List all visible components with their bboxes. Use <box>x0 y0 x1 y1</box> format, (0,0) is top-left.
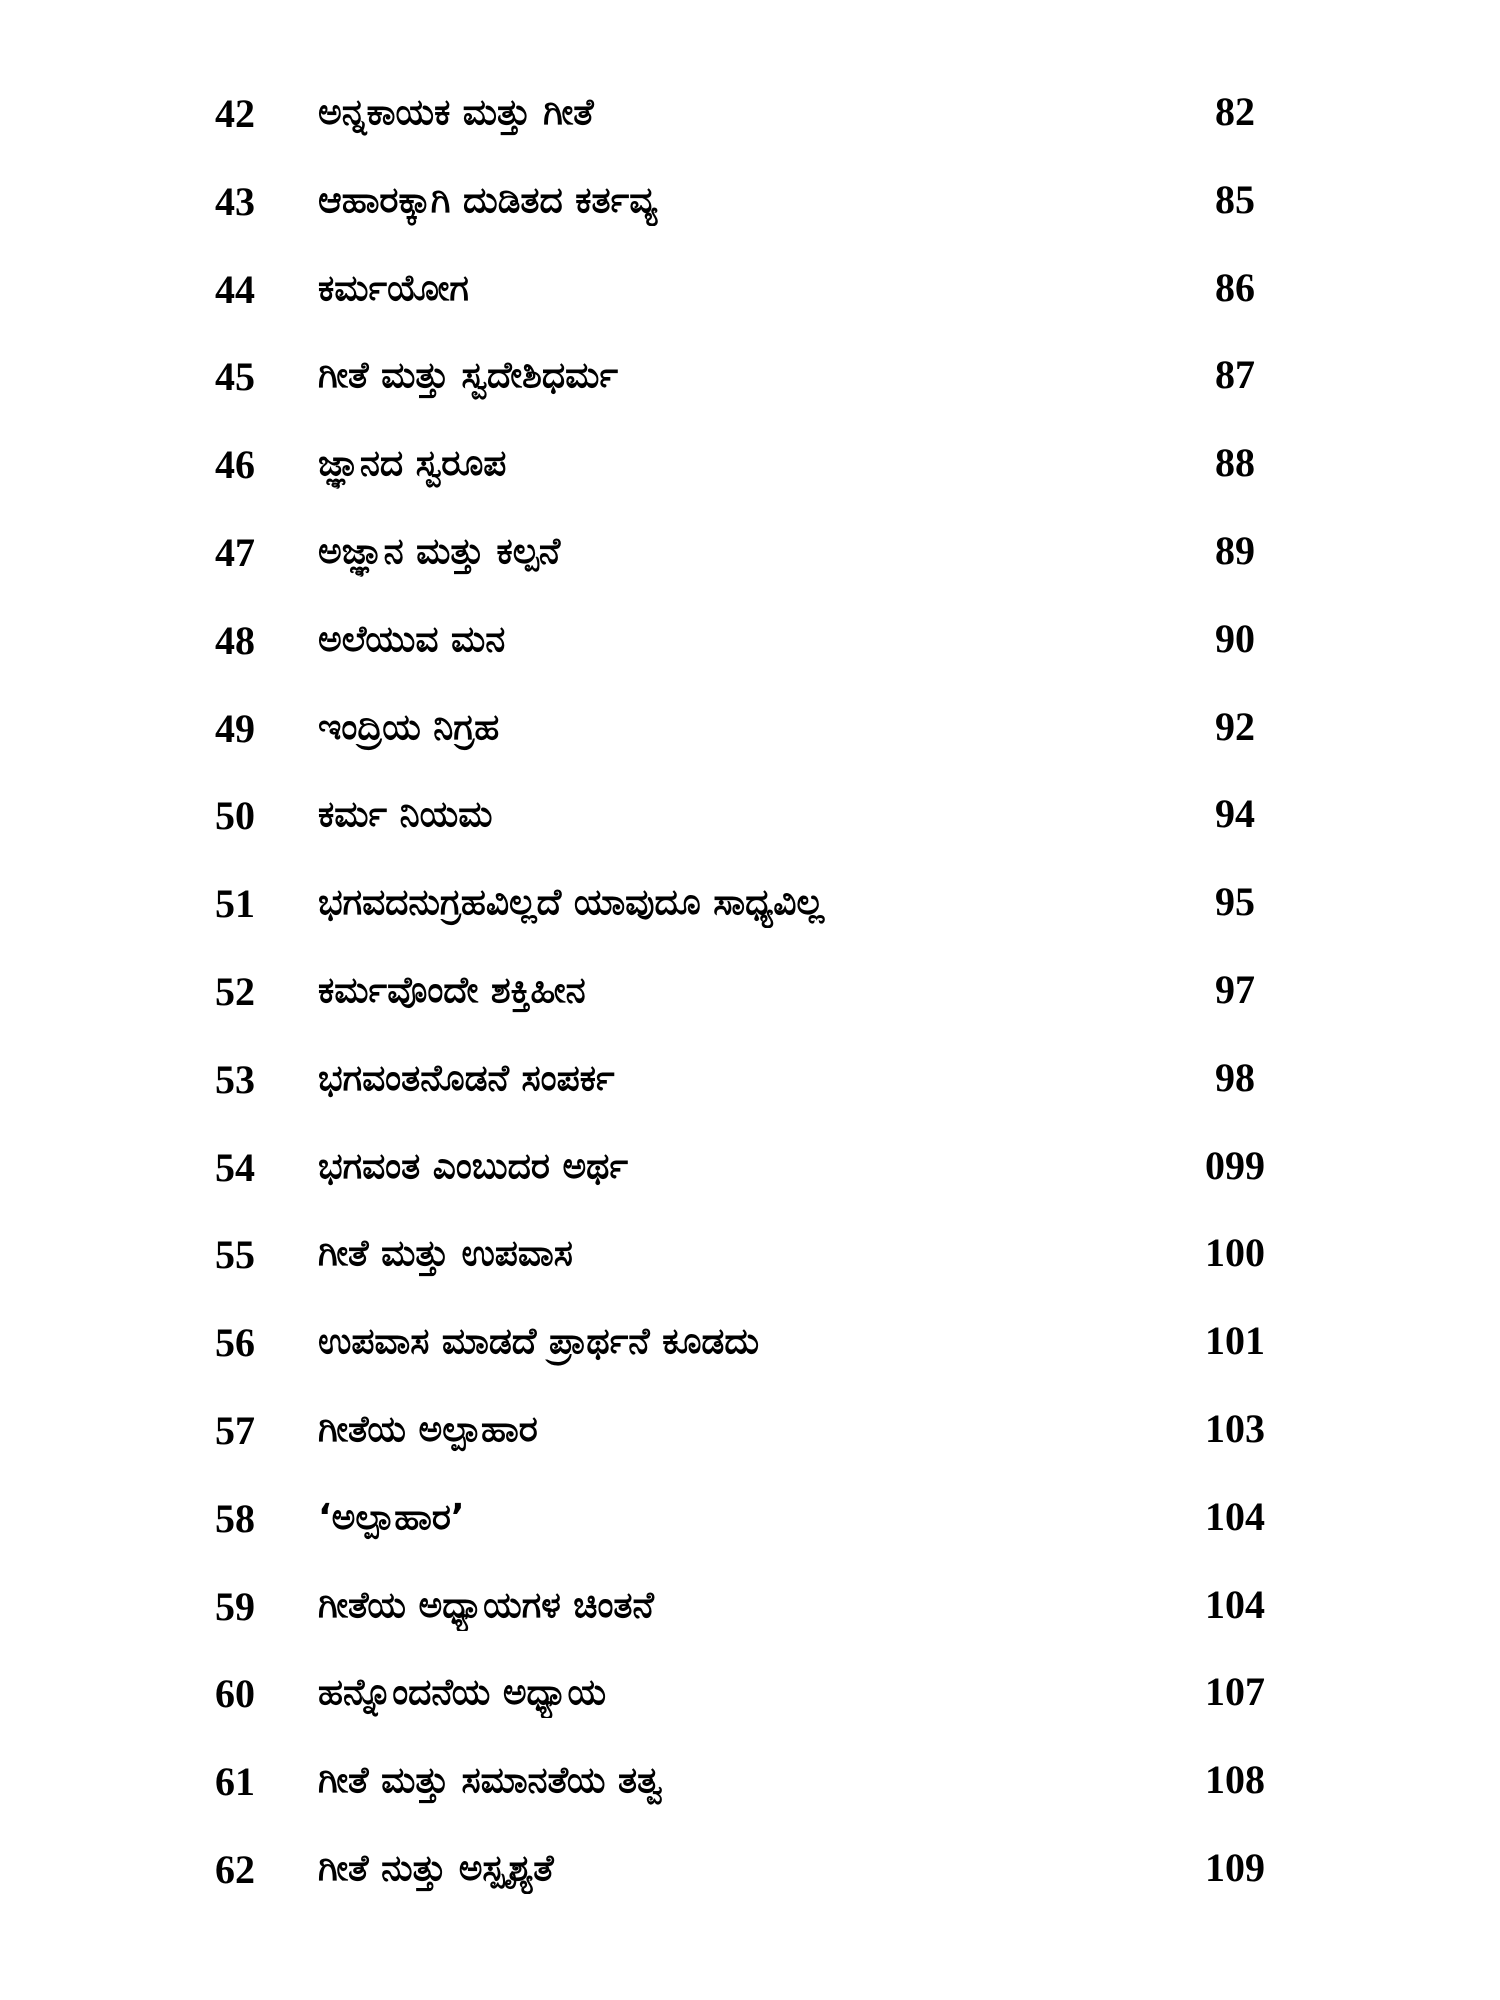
toc-entry-title: ಉಪವಾಸ ಮಾಡದೆ ಪ್ರಾರ್ಥನೆ ಕೂಡದು <box>318 1321 760 1363</box>
toc-entry-title: ಕರ್ಮಯೋಗ <box>318 267 469 309</box>
toc-entry-page: 90 <box>1215 615 1255 661</box>
toc-entry-number: 46 <box>215 442 255 488</box>
toc-entry-number: 47 <box>215 529 255 575</box>
toc-entry-number: 61 <box>215 1759 255 1805</box>
toc-entry-number: 45 <box>215 354 255 400</box>
toc-entry <box>0 519 1500 607</box>
toc-entry-page: 85 <box>1215 176 1255 222</box>
toc-entry <box>0 782 1500 870</box>
toc-entry-title: ಭಗವದನುಗ್ರಹವಿಲ್ಲದೆ ಯಾವುದೂ ಸಾಧ್ಯವಿಲ್ಲ <box>318 882 825 924</box>
toc-entry-page: 108 <box>1205 1757 1265 1803</box>
toc-entry <box>0 256 1500 344</box>
toc-entry-title: ಅಲೆಯುವ ಮನ <box>318 618 506 660</box>
toc-entry-title: ಭಗವಂತನೊಡನೆ ಸಂಪರ್ಕ <box>318 1057 615 1099</box>
toc-entry-number: 56 <box>215 1320 255 1366</box>
toc-entry-title: ಗೀತೆ ಮತ್ತು ಉಪವಾಸ <box>318 1233 573 1275</box>
toc-entry <box>0 1309 1500 1397</box>
toc-entry <box>0 870 1500 958</box>
toc-entry <box>0 343 1500 431</box>
toc-entry-title: ‘ಅಲ್ಪಾಹಾರ’ <box>318 1496 465 1538</box>
toc-entry <box>0 1836 1500 1924</box>
toc-entry-title: ಗೀತೆಯ ಅಧ್ಯಾಯಗಳ ಚಿಂತನೆ <box>318 1584 654 1626</box>
toc-entry-title: ಅಜ್ಞಾನ ಮತ್ತು ಕಲ್ಪನೆ <box>318 530 561 572</box>
toc-entry-page: 88 <box>1215 440 1255 486</box>
toc-entry-page: 100 <box>1205 1230 1265 1276</box>
toc-entry-title: ಜ್ಞಾನದ ಸ್ವರೂಪ <box>318 443 507 485</box>
table-of-contents <box>0 80 1500 1924</box>
toc-entry-number: 52 <box>215 968 255 1014</box>
toc-entry-number: 60 <box>215 1671 255 1717</box>
toc-entry <box>0 1660 1500 1748</box>
toc-entry-number: 44 <box>215 266 255 312</box>
toc-entry <box>0 168 1500 256</box>
toc-entry-page: 98 <box>1215 1054 1255 1100</box>
toc-entry-title: ಇಂದ್ರಿಯ ನಿಗ್ರಹ <box>318 706 500 748</box>
toc-entry-title: ಕರ್ಮ ನಿಯಮ <box>318 794 493 836</box>
toc-entry-number: 51 <box>215 881 255 927</box>
toc-entry <box>0 1134 1500 1222</box>
toc-entry <box>0 1748 1500 1836</box>
toc-entry-title: ಭಗವಂತ ಎಂಬುದರ ಅರ್ಥ <box>318 1145 629 1187</box>
toc-entry-page: 104 <box>1205 1581 1265 1627</box>
toc-entry-page: 97 <box>1215 966 1255 1012</box>
toc-entry <box>0 958 1500 1046</box>
toc-entry-title: ಗೀತೆ ಮತ್ತು ಸಮಾನತೆಯ ತತ್ವ <box>318 1760 663 1802</box>
toc-entry-page: 94 <box>1215 791 1255 837</box>
toc-entry-number: 42 <box>215 91 255 136</box>
toc-entry <box>0 695 1500 783</box>
toc-entry-number: 49 <box>215 705 255 751</box>
toc-entry-page: 109 <box>1205 1844 1265 1890</box>
toc-entry-page: 95 <box>1215 879 1255 925</box>
toc-entry-page: 101 <box>1205 1318 1265 1364</box>
toc-entry-page: 92 <box>1215 703 1255 749</box>
toc-entry-title: ಗೀತೆ ಮತ್ತು ಸ್ವದೇಶಿಧರ್ಮ <box>318 355 618 397</box>
toc-entry-number: 43 <box>215 178 255 224</box>
toc-entry <box>0 1397 1500 1485</box>
toc-entry <box>0 80 1500 168</box>
toc-entry <box>0 607 1500 695</box>
toc-entry <box>0 1221 1500 1309</box>
toc-entry-title: ಗೀತೆ ನುತ್ತು ಅಸ್ಪೃಶ್ಯತೆ <box>318 1847 554 1889</box>
toc-entry-number: 53 <box>215 1056 255 1102</box>
toc-entry-page: 099 <box>1205 1142 1265 1188</box>
toc-entry-page: 87 <box>1215 352 1255 398</box>
toc-entry-title: ಆಹಾರಕ್ಕಾಗಿ ದುಡಿತದ ಕರ್ತವ್ಯ <box>318 179 658 221</box>
toc-entry-number: 55 <box>215 1232 255 1278</box>
toc-entry-number: 59 <box>215 1583 255 1629</box>
toc-entry <box>0 431 1500 519</box>
toc-entry <box>0 1573 1500 1661</box>
toc-entry-number: 50 <box>215 793 255 839</box>
toc-entry <box>0 1485 1500 1573</box>
toc-entry-number: 48 <box>215 617 255 663</box>
toc-entry-number: 54 <box>215 1144 255 1190</box>
toc-entry-title: ಕರ್ಮವೊಂದೇ ಶಕ್ತಿಹೀನ <box>318 969 586 1011</box>
toc-entry-page: 103 <box>1205 1405 1265 1451</box>
toc-entry-page: 104 <box>1205 1493 1265 1539</box>
toc-entry-number: 62 <box>215 1846 255 1892</box>
toc-entry-page: 107 <box>1205 1669 1265 1715</box>
toc-entry-number: 58 <box>215 1495 255 1541</box>
toc-entry-title: ಅನ್ನಕಾಯಕ ಮತ್ತು ಗೀತೆ <box>318 92 594 133</box>
toc-entry <box>0 1046 1500 1134</box>
toc-entry-page: 82 <box>1215 89 1255 134</box>
toc-entry-number: 57 <box>215 1407 255 1453</box>
toc-entry-page: 86 <box>1215 264 1255 310</box>
toc-entry-title: ಗೀತೆಯ ಅಲ್ಪಾಹಾರ <box>318 1408 538 1450</box>
toc-entry-title: ಹನ್ನೊಂದನೆಯ ಅಧ್ಯಾಯ <box>318 1672 607 1714</box>
toc-entry-page: 89 <box>1215 527 1255 573</box>
